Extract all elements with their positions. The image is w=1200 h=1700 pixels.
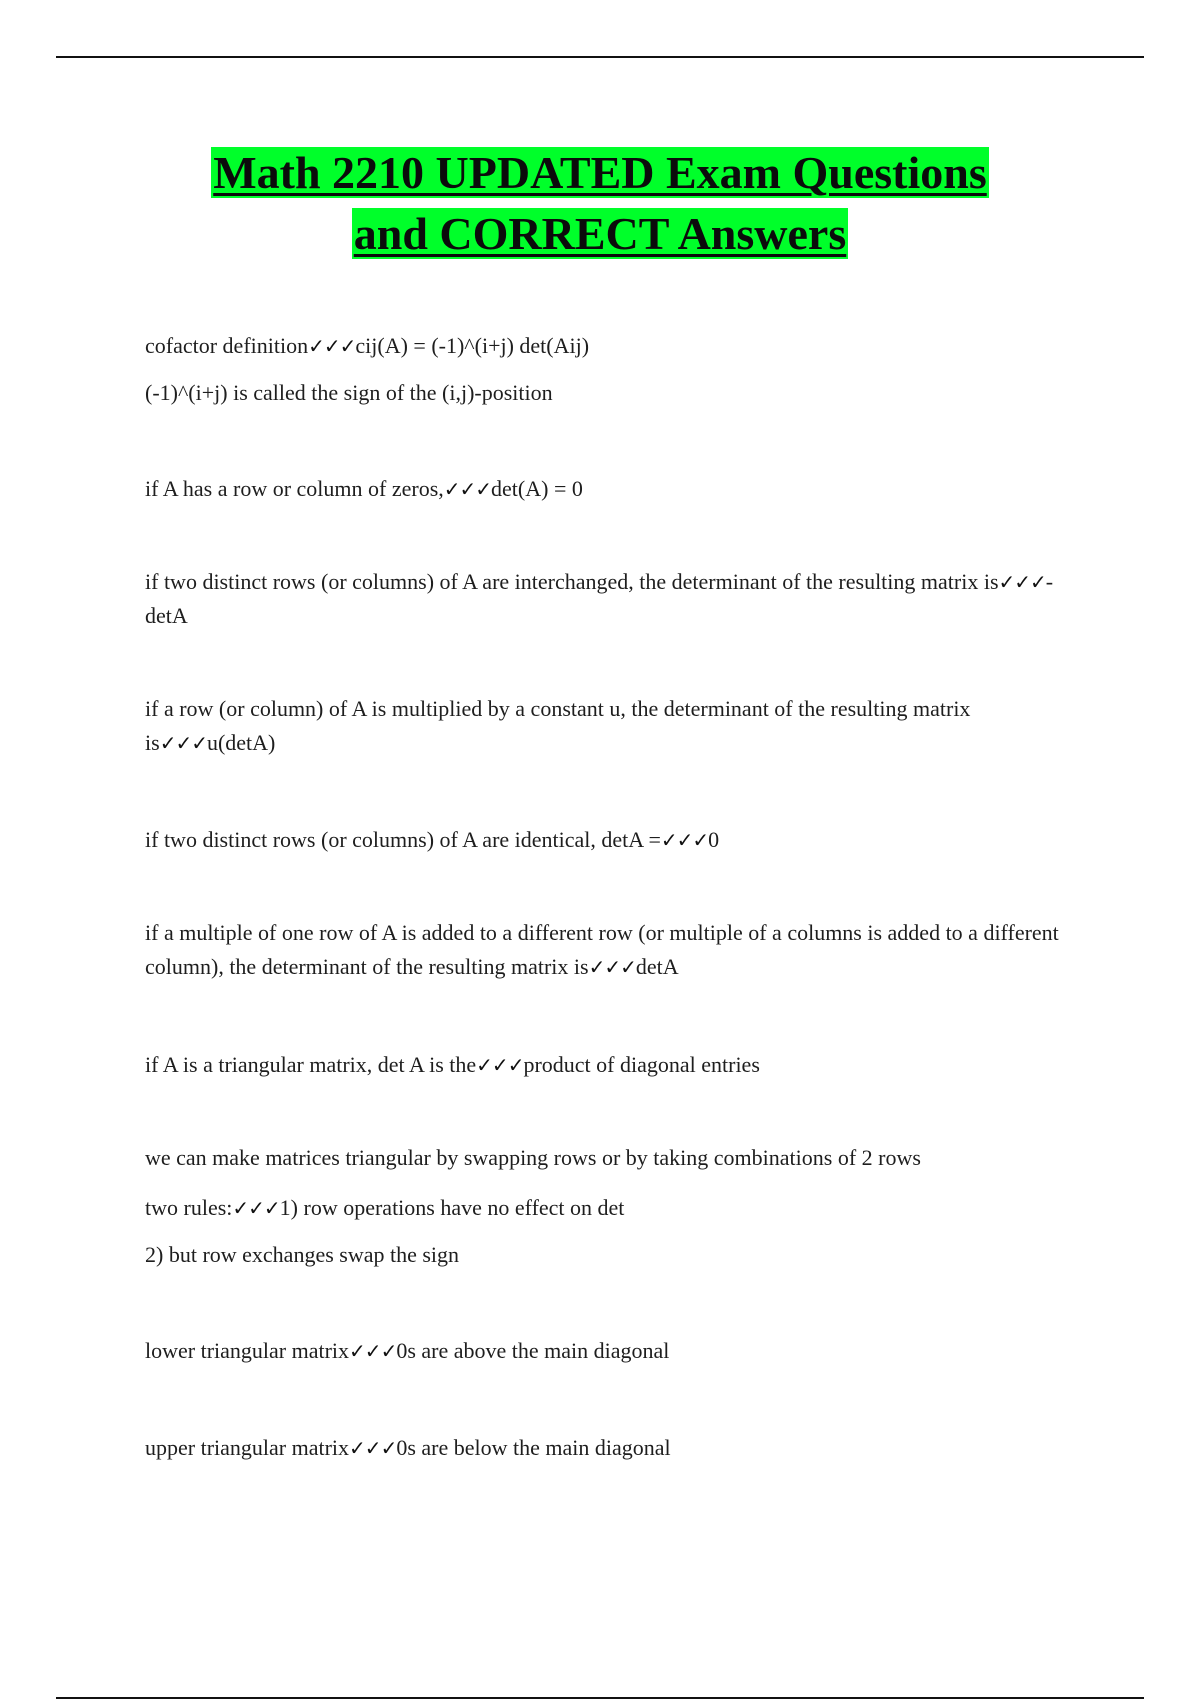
top-rule bbox=[56, 56, 1144, 58]
qa-item-triangular bbox=[145, 1048, 1065, 1082]
qa-intro: we can make matrices triangular by swapping rows or by taking combinations of 2 rows bbox=[145, 1145, 921, 1170]
answer-text: -detA bbox=[145, 569, 1054, 628]
qa-item-zeros bbox=[145, 472, 1065, 506]
qa-item-identical bbox=[145, 823, 1065, 857]
answer-text: 1) row operations have no effect on det bbox=[279, 1195, 625, 1220]
qa-line bbox=[145, 329, 1065, 363]
check-marks-icon: ✓✓✓ bbox=[159, 731, 207, 755]
check-marks-icon: ✓✓✓ bbox=[349, 1436, 397, 1460]
answer-text: product of diagonal entries bbox=[523, 1052, 760, 1077]
qa-line bbox=[145, 472, 1065, 506]
answer-text: 0 bbox=[708, 827, 720, 852]
qa-line bbox=[145, 692, 1065, 760]
title-line-2: and CORRECT Answers bbox=[353, 208, 847, 259]
check-marks-icon: ✓✓✓ bbox=[443, 477, 492, 501]
qa-item-lower-triangular bbox=[145, 1334, 1065, 1368]
question-text: if a row (or column) of A is multiplied by a constant u, the determinant of the resulting matrix is bbox=[145, 696, 971, 755]
question-text: if two distinct rows (or columns) of A are interchanged, the determinant of the resulting matrix is bbox=[145, 569, 999, 594]
qa-item-multiply bbox=[145, 692, 1065, 760]
question-text: if A is a triangular matrix, det A is the bbox=[145, 1052, 477, 1077]
qa-line bbox=[145, 1334, 1065, 1368]
qa-line bbox=[145, 1048, 1065, 1082]
answer-text: u(detA) bbox=[206, 730, 276, 755]
answer-text: cij(A) = (-1)^(i+j) det(Aij) bbox=[355, 333, 590, 358]
qa-item-two-rules bbox=[145, 1141, 1065, 1272]
question-text: if two distinct rows (or columns) of A are identical, detA = bbox=[145, 827, 661, 852]
check-marks-icon: ✓✓✓ bbox=[660, 828, 709, 852]
answer-text: detA bbox=[635, 954, 679, 979]
document-title bbox=[0, 142, 1200, 264]
qa-item-upper-triangular bbox=[145, 1431, 1065, 1465]
question-text: two rules: bbox=[145, 1195, 233, 1220]
title-line-1: Math 2210 UPDATED Exam Questions bbox=[213, 147, 987, 198]
check-marks-icon: ✓✓✓ bbox=[308, 334, 356, 358]
question-text: if a multiple of one row of A is added to a different row (or multiple of a columns is added to a different column), the determinant of the resulting matrix is bbox=[145, 920, 1059, 979]
check-marks-icon: ✓✓✓ bbox=[476, 1053, 524, 1077]
question-text: cofactor definition bbox=[145, 333, 309, 358]
qa-line bbox=[145, 1431, 1065, 1465]
bottom-rule bbox=[56, 1697, 1144, 1699]
question-text: lower triangular matrix bbox=[145, 1338, 350, 1363]
qa-item-multiple-added bbox=[145, 916, 1065, 984]
qa-line bbox=[145, 916, 1065, 984]
qa-item-interchange bbox=[145, 565, 1065, 633]
question-text: upper triangular matrix bbox=[145, 1435, 350, 1460]
check-marks-icon: ✓✓✓ bbox=[232, 1196, 280, 1220]
qa-item-cofactor bbox=[145, 329, 1065, 410]
check-marks-icon: ✓✓✓ bbox=[349, 1339, 397, 1363]
qa-line bbox=[145, 1191, 1065, 1225]
question-text: if A has a row or column of zeros, bbox=[145, 476, 444, 501]
answer-extra: 2) but row exchanges swap the sign bbox=[145, 1242, 460, 1267]
answer-text: 0s are above the main diagonal bbox=[396, 1338, 670, 1363]
answer-extra: (-1)^(i+j) is called the sign of the (i,j)-position bbox=[145, 380, 553, 405]
answer-text: det(A) = 0 bbox=[491, 476, 583, 501]
answer-text: 0s are below the main diagonal bbox=[396, 1435, 671, 1460]
qa-line bbox=[145, 565, 1065, 633]
check-marks-icon: ✓✓✓ bbox=[998, 570, 1046, 594]
qa-line bbox=[145, 823, 1065, 857]
check-marks-icon: ✓✓✓ bbox=[588, 955, 636, 979]
